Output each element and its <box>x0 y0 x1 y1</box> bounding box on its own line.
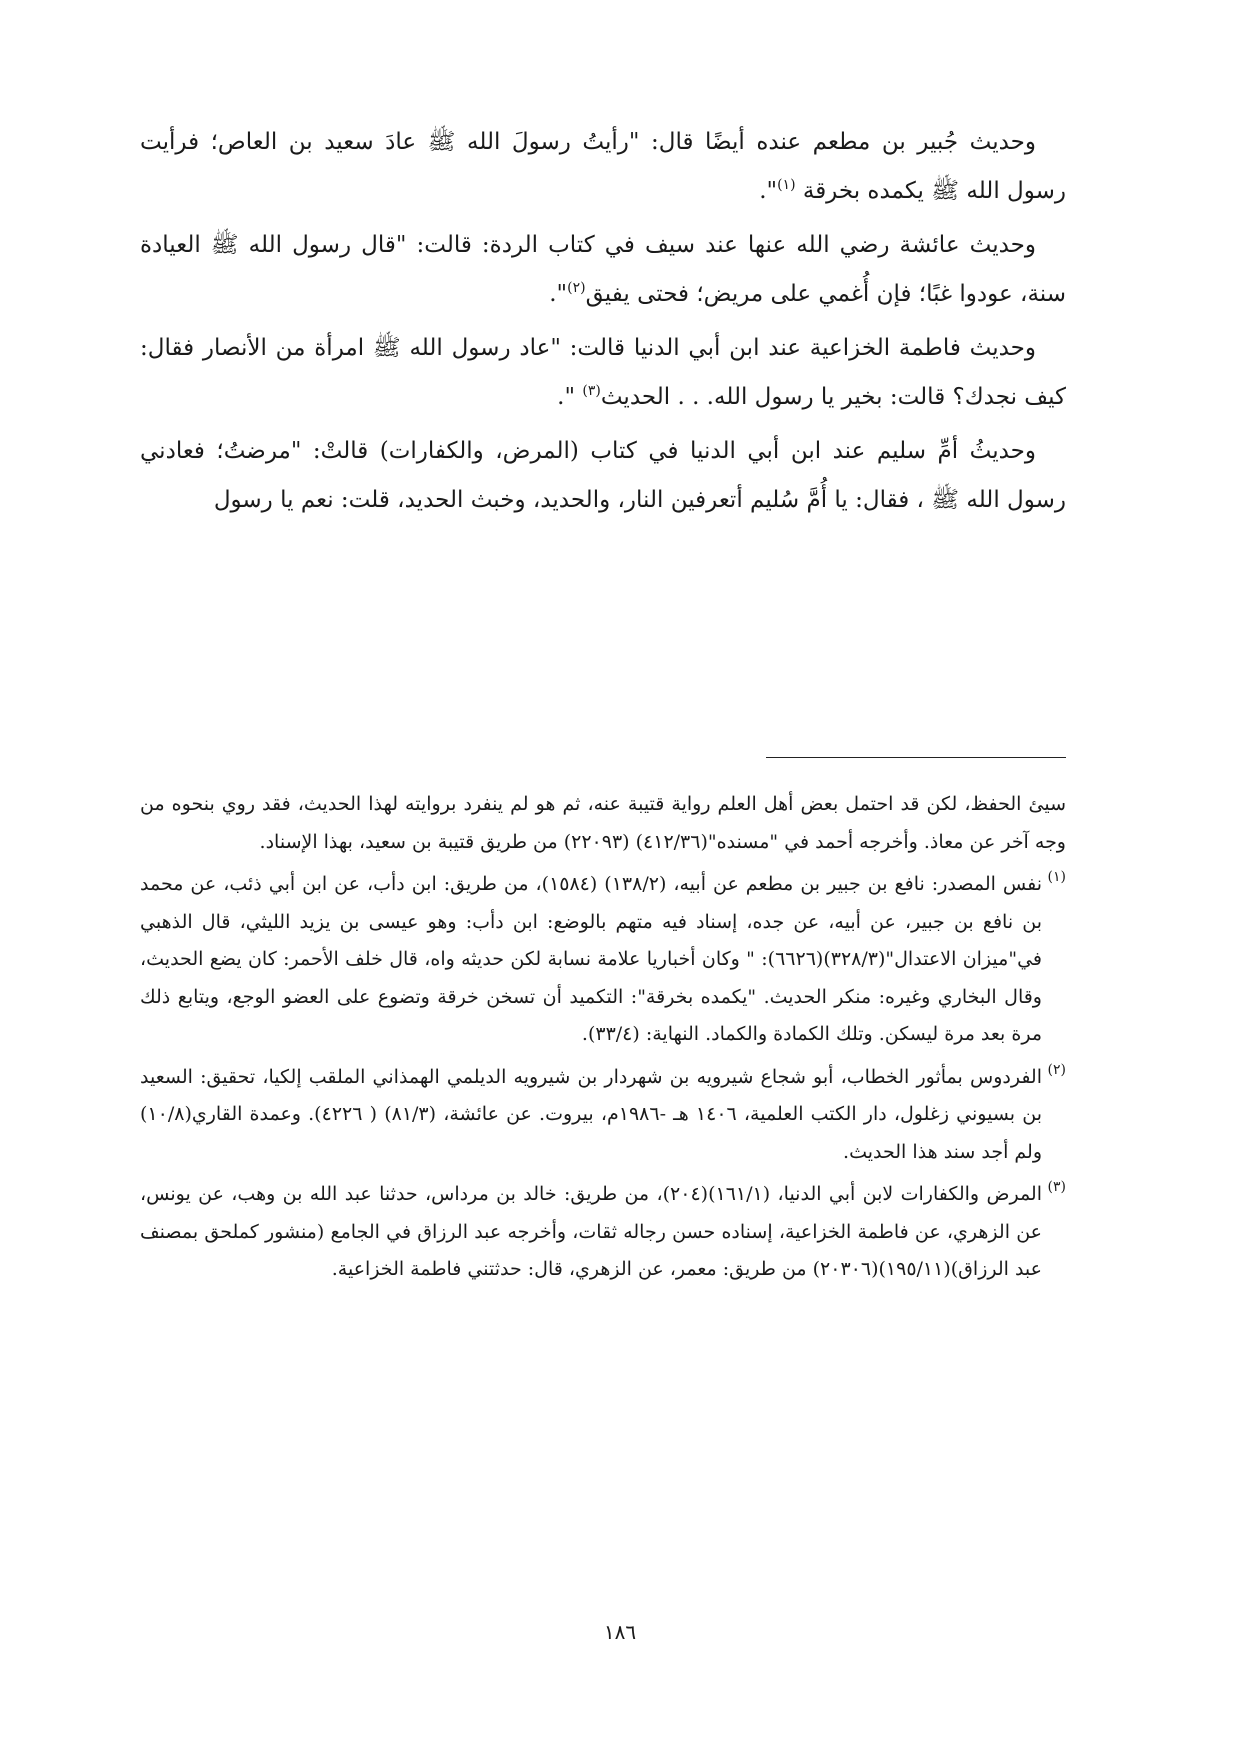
footnote-1: (١)نفس المصدر: نافع بن جبير بن مطعم عن أبيه، (١٣٨/٢) (١٥٨٤)، من طريق: ابن دأب، عن ابن أبي ذئب، عن محمد بن نافع بن جبير، عن أبيه، عن جده، إسناد فيه متهم بالوضع: ابن دأب: وهو عيسى بن يزيد الليثي، قال الذهبي في"ميزان الاعتدال"(٣٢٨/٣)(٦٦٢٦): " وكان أخباريا علامة نسابة لكن حديثه واه، قال خلف الأحمر: كان يضع الحديث، وقال البخاري وغيره: منكر الحديث. "يكمده بخرقة": التكميد أن تسخن خرقة وتضوع على العضو الوجع، ويتابع ذلك مرة بعد مرة ليسكن. وتلك الكمادة والكماد. النهاية: (٣٣/٤). <box>140 869 1066 1045</box>
footnotes <box>140 786 1066 1294</box>
body-paragraph: وحديث فاطمة الخزاعية عند ابن أبي الدنيا قالت: "عاد رسول الله ﷺ امرأة من الأنصار فقال: كيف نجدك؟ قالت: بخير يا رسول الله. . . الحديث$^{(٣)}$ ". <box>140 335 1066 410</box>
footnote-separator <box>766 757 1066 758</box>
body-paragraph: وحديث عائشة رضي الله عنها عند سيف في كتاب الردة: قالت: "قال رسول الله ﷺ العيادة سنة، عودوا غبًا؛ فإن أُغمي على مريض؛ فحتى يفيق$^{(٢)}$". <box>140 232 1066 307</box>
footnote-ref[interactable]: (٣) <box>582 383 601 399</box>
body-paragraph: وحديثُ أمِّ سليم عند ابن أبي الدنيا في كتاب (المرض، والكفارات) قالتْ: "مرضتُ؛ فعادني رسول الله ﷺ ، فقال: يا أُمَّ سُليم أتعرفين النار، والحديد، وخبث الحديد، قلت: نعم يا رسول <box>140 438 1066 513</box>
footnote-2: (٢)الفردوس بمأثور الخطاب، أبو شجاع شيرويه بن شهردار بن شيرويه الديلمي الهمذاني الملقب إلكيا، تحقيق: السعيد بن بسيوني زغلول، دار الكتب العلمية، ١٤٠٦ هـ -١٩٨٦م، بيروت. عن عائشة، (٨١/٣) ( ٤٢٢٦). وعمدة القاري(١٠/٨) ولم أجد سند هذا الحديث. <box>140 1061 1067 1163</box>
footnote-ref[interactable]: (١) <box>777 177 796 193</box>
footnote-continuation: سيئ الحفظ، لكن قد احتمل بعض أهل العلم رواية قتيبة عنه، ثم هو لم ينفرد بروايته لهذا الحديث، فقد روي بنحوه من وجه آخر عن معاذ. وأخرجه أحمد في "مسنده"(٤١٢/٣٦) (٢٢٠٩٣) من طريق قتيبة بن سعيد، بهذا الإسناد. <box>140 793 1066 853</box>
page-number: ١٨٦ <box>603 1620 637 1644</box>
footnote-3: (٣)المرض والكفارات لابن أبي الدنيا، (١٦١/١)(٢٠٤)، من طريق: خالد بن مرداس، حدثنا عبد الله بن وهب، عن يونس، عن الزهري، عن فاطمة الخزاعية، إسناده حسن رجاله ثقات، وأخرجه عبد الرزاق في الجامع (منشور كملحق بمصنف عبد الرزاق)(١٩٥/١١)(٢٠٣٠٦) من طريق: معمر، عن الزهري، قال: حدثتني فاطمة الخزاعية. <box>140 1179 1066 1280</box>
body-paragraph: وحديث جُبير بن مطعم عنده أيضًا قال: "رأيتُ رسولَ الله ﷺ عادَ سعيد بن العاص؛ فرأيت رسول الله ﷺ يكمده بخرقة $^{(١)}$". <box>140 129 1066 204</box>
footnote-ref[interactable]: (٢) <box>567 280 586 296</box>
main-text <box>140 118 1066 530</box>
